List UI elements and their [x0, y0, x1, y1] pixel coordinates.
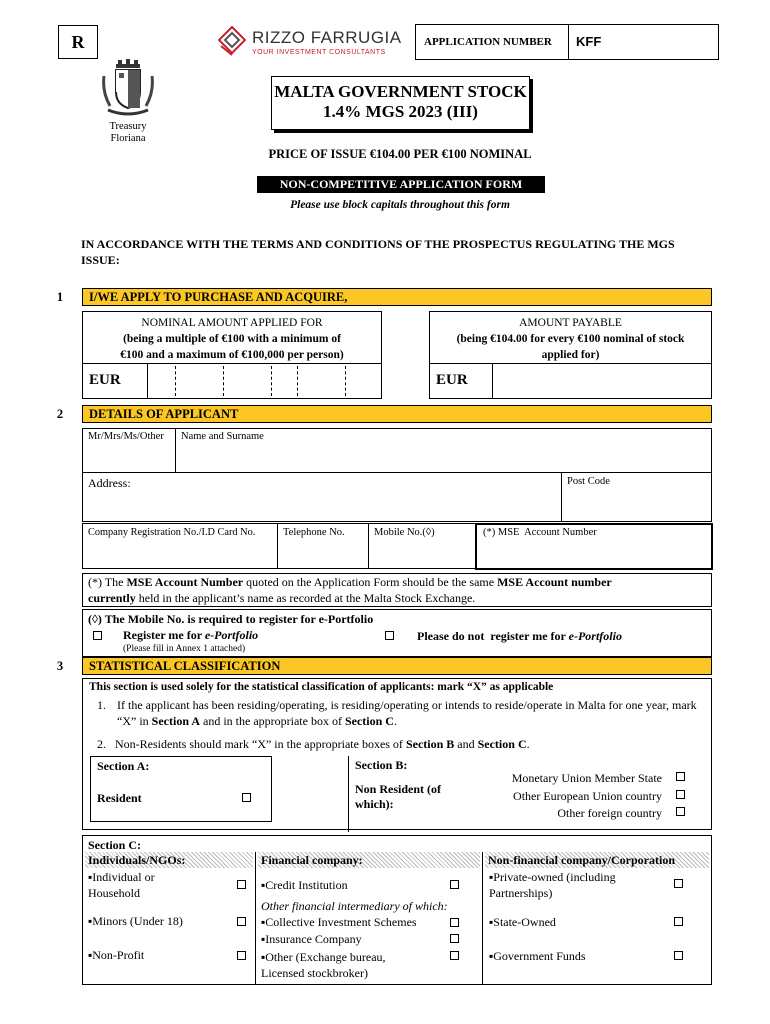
- section-1-header: I/WE APPLY TO PURCHASE AND ACQUIRE,: [82, 288, 712, 306]
- mobile-field[interactable]: [368, 523, 476, 569]
- section-2-number: 2: [56, 407, 64, 421]
- title-box: [271, 76, 530, 130]
- section-a-box: [90, 756, 272, 822]
- collective-investment-checkbox[interactable]: [450, 918, 459, 927]
- id-card-label: Company Registration No./I.D Card No.: [88, 527, 256, 538]
- id-card-field[interactable]: [82, 523, 278, 569]
- insurance-company-label: ▪Insurance Company: [261, 932, 362, 946]
- mobile-label: Mobile No.(◊): [374, 527, 435, 538]
- block-capitals-instruction: Please use block capitals throughout this form: [290, 199, 510, 211]
- insurance-company-checkbox[interactable]: [450, 934, 459, 943]
- brand-logo: [218, 24, 418, 64]
- mobile-required-note: (◊) The Mobile No. is required to register for e-Portfolio: [88, 612, 374, 626]
- non-resident-label: Non Resident (of which):: [355, 782, 441, 811]
- page-title: MALTA GOVERNMENT STOCK: [274, 82, 527, 101]
- address-field[interactable]: [82, 472, 562, 522]
- postcode-field[interactable]: [561, 472, 712, 522]
- mse-account-label: (*) MSE Account Number: [483, 527, 597, 538]
- col-nonfinancial-header: Non-financial company/Corporation: [485, 852, 709, 868]
- r-box: R: [58, 25, 98, 59]
- credit-institution-label: ▪Credit Institution: [261, 878, 348, 892]
- monetary-union-label: Monetary Union Member State: [511, 771, 662, 785]
- amount-payable-label: AMOUNT PAYABLE (being €104.00 for every €100 nominal of stock applied for): [429, 311, 712, 364]
- telephone-field[interactable]: [277, 523, 369, 569]
- malta-coat-of-arms: [100, 58, 156, 120]
- section-3-number: 3: [56, 659, 64, 673]
- minors-checkbox[interactable]: [237, 917, 246, 926]
- telephone-label: Telephone No.: [283, 527, 345, 538]
- state-owned-label: ▪State-Owned: [489, 915, 556, 929]
- annex-note: (Please fill in Annex 1 attached): [123, 644, 246, 654]
- government-funds-label: ▪Government Funds: [489, 949, 586, 963]
- section-2-header: DETAILS OF APPLICANT: [82, 405, 712, 423]
- credit-institution-checkbox[interactable]: [450, 880, 459, 889]
- col-financial-header: Financial company:: [258, 852, 480, 868]
- individual-household-label: ▪Individual or Household: [88, 870, 155, 900]
- currency-eur-left: EUR: [89, 372, 121, 388]
- application-number-box: [415, 24, 719, 60]
- name-surname-field[interactable]: [175, 428, 712, 473]
- classification-item-2: 2. Non-Residents should mark “X” in the appropriate boxes of Section B and Section C.: [97, 737, 530, 751]
- application-number-label: APPLICATION NUMBER: [424, 36, 552, 48]
- terms-statement: IN ACCORDANCE WITH THE TERMS AND CONDITIONS OF THE PROSPECTUS REGULATING THE MGS ISSUE:: [81, 237, 675, 267]
- brand-name: RIZZO FARRUGIA: [252, 28, 402, 47]
- section-a-label: Section A:: [97, 759, 150, 773]
- other-financial-heading: Other financial intermediary of which:: [261, 899, 448, 913]
- no-register-eportfolio-label: Please do not register me for e-Portfolio: [417, 629, 622, 643]
- other-exchange-checkbox[interactable]: [450, 951, 459, 960]
- amount-payable-input[interactable]: [429, 363, 712, 399]
- name-field-label: Name and Surname: [181, 431, 264, 442]
- other-eu-label: Other European Union country: [513, 789, 662, 803]
- eportfolio-box: [82, 609, 712, 657]
- private-owned-label: ▪Private-owned (including Partnerships): [489, 870, 616, 900]
- collective-investment-label: ▪Collective Investment Schemes: [261, 915, 417, 929]
- page-subtitle: 1.4% MGS 2023 (III): [323, 102, 478, 121]
- mse-account-field[interactable]: [475, 523, 713, 570]
- other-foreign-checkbox[interactable]: [676, 807, 685, 816]
- other-foreign-label: Other foreign country: [557, 806, 662, 820]
- currency-eur-right: EUR: [436, 372, 468, 388]
- state-owned-checkbox[interactable]: [674, 917, 683, 926]
- minors-label: ▪Minors (Under 18): [88, 914, 183, 928]
- price-of-issue: PRICE OF ISSUE €104.00 PER €100 NOMINAL: [268, 147, 532, 161]
- government-funds-checkbox[interactable]: [674, 951, 683, 960]
- treasury-label: Treasury Floriana: [109, 121, 147, 144]
- mse-note-box: (*) The MSE Account Number quoted on the Application Form should be the same MSE Account number currently held in the applicant’s name as recorded at the Malta Stock Exchange.: [82, 573, 712, 607]
- brand-diamond-icon: [218, 26, 246, 56]
- section-c-label: Section C:: [88, 838, 141, 852]
- other-eu-checkbox[interactable]: [676, 790, 685, 799]
- title-field[interactable]: [82, 428, 176, 473]
- no-register-eportfolio-checkbox[interactable]: [385, 631, 394, 640]
- section-1-number: 1: [56, 290, 64, 304]
- section-b-label: Section B:: [355, 758, 408, 772]
- application-number-input[interactable]: KFF: [576, 34, 602, 49]
- postcode-label: Post Code: [567, 476, 610, 487]
- private-owned-checkbox[interactable]: [674, 879, 683, 888]
- non-profit-label: ▪Non-Profit: [88, 948, 145, 962]
- non-profit-checkbox[interactable]: [237, 951, 246, 960]
- register-eportfolio-label: Register me for e-Portfolio: [123, 628, 259, 642]
- form-type-banner: NON-COMPETITIVE APPLICATION FORM: [257, 176, 545, 193]
- title-field-label: Mr/Mrs/Ms/Other: [88, 431, 164, 442]
- coat-of-arms-icon: [100, 58, 156, 120]
- resident-checkbox[interactable]: [242, 793, 251, 802]
- resident-label: Resident: [97, 791, 142, 805]
- nominal-amount-label: NOMINAL AMOUNT APPLIED FOR (being a multiple of €100 with a minimum of €100 and a maximum of €100,000 per person): [82, 311, 382, 364]
- other-exchange-label: ▪Other (Exchange bureau, Licensed stockbroker): [261, 950, 386, 980]
- address-label: Address:: [88, 476, 131, 490]
- classification-item-1: 1. If the applicant has been residing/operating, is residing/operating or intends to reside/operate in Malta for one year, mark “X” in Section A and in the appropriate box of Section C.: [97, 698, 697, 728]
- brand-tagline: YOUR INVESTMENT CONSULTANTS: [252, 49, 386, 56]
- section-3-header: STATISTICAL CLASSIFICATION: [82, 657, 712, 675]
- individual-household-checkbox[interactable]: [237, 880, 246, 889]
- monetary-union-checkbox[interactable]: [676, 772, 685, 781]
- register-eportfolio-checkbox[interactable]: [93, 631, 102, 640]
- nominal-amount-input[interactable]: [82, 363, 382, 399]
- col-individuals-header: Individuals/NGOs:: [85, 852, 253, 868]
- classification-intro: This section is used solely for the statistical classification of applicants: mark “X” as applicable: [89, 681, 554, 693]
